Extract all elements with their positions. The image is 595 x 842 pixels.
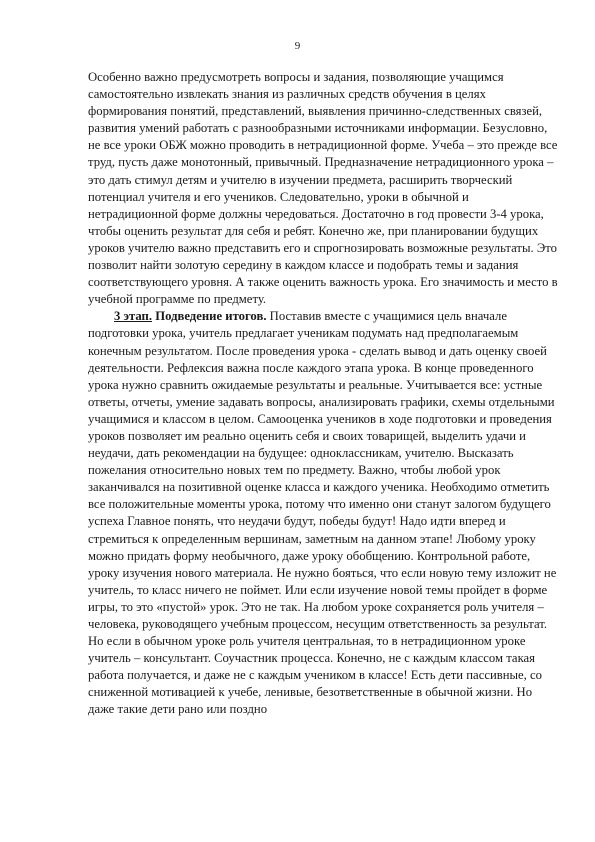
body-text [88,69,558,719]
paragraph-2-text: Поставив вместе с учащимися цель вначале подготовки урока, учитель предлагает ученикам подумать над предполагаемым конечным результатом. После проведения урока - сделать вывод и дать оценку своей деятельности. Рефлексия важна после каждого этапа урока. В конце проведенного урока нужно сравнить ожидаемые результаты и реальные. Учитывается все: устные ответы, отчеты, умение задавать вопросы, анализировать графики, схемы отдельными учащимися и классом в целом. Самооценка учеников в ходе подготовки и проведения уроков позволяет им реально оценить себя и своих товарищей, выделить удачи и неудачи, дать рекомендации на будущее: одноклассникам, учителю. Высказать пожелания относительно новых тем по предмету. Важно, чтобы любой урок заканчивался на позитивной оценке класса и каждого ученика. Необходимо отметить все положительные моменты урока, потому что именно они станут залогом будущего успеха Главное понять, что неудачи будут, победы будут! Надо идти вперед и стремиться к определенным вершинам, заметным на данном этапе! Любому уроку можно придать форму необычного, даже уроку обобщению. Контрольной работе, уроку изучения нового материала. Не нужно бояться, что если новую тему изложит не учитель, то класс ничего не поймет. Или если изучение новой темы пройдет в форме игры, то это «пустой» урок. Это не так. На любом уроке сохраняется роль учителя – человека, руководящего учебным процессом, несущим ответственность за результат. Но если в обычном уроке роль учителя центральная, то в нетрадиционном уроке учитель – консультант. Соучастник процесса. Конечно, не с каждым классом такая работа получается, и даже не с каждым учеником в классе! Есть дети пассивные, со сниженной мотивацией к учебе, ленивые, безответственные в обычной жизни. Но даже такие дети рано или поздно [88,309,557,717]
stage-title: Подведение итогов. [155,309,267,324]
paragraph-1: Особенно важно предусмотреть вопросы и задания, позволяющие учащимся самостоятельно извлекать знания из различных средств обучения в целях формирования понятий, представлений, выявления причинно-следственных связей, развития умений работать с разнообразными источниками информации. Безусловно, не все уроки ОБЖ можно проводить в нетрадиционной форме. Учеба – это прежде все труд, пусть даже монотонный, привычный. Предназначение нетрадиционного урока – это дать стимул детям и учителю в изучении предмета, расширить творческий потенциал учителя и его учеников. Следовательно, уроки в обычной и нетрадиционной форме должны чередоваться. Достаточно в год провести 3-4 урока, чтобы оценить результат для себя и ребят. Конечно же, при планировании будущих уроков учителю важно представить его и спрогнозировать возможные результаты. Это позволит найти золотую середину в каждом классе и подобрать темы и задания соответствующего уровня. А также оценить важность урока. Его значимость и место в учебной программе по предмету. [88,70,558,307]
paragraph-2 [88,308,558,718]
stage-number: 3 этап. [114,309,153,324]
stage-heading [114,309,267,323]
page-number: 9 [294,40,301,52]
